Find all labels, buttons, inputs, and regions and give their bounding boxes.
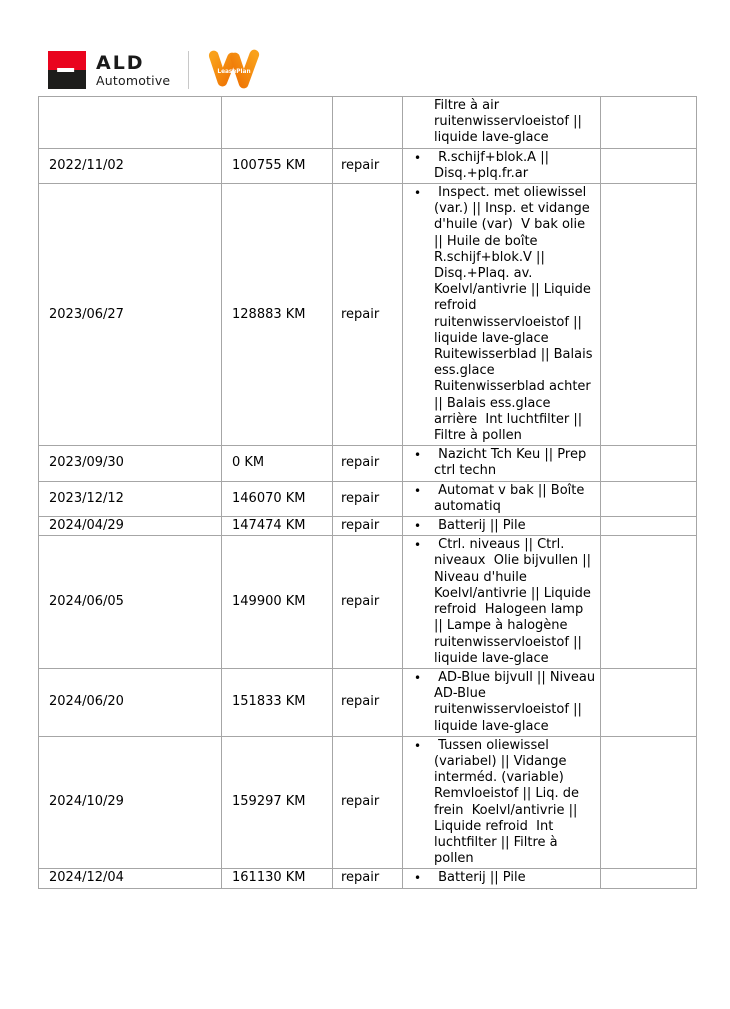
table-row bbox=[39, 736, 697, 869]
description-cell bbox=[403, 148, 601, 183]
empty-cell bbox=[601, 446, 697, 481]
table-row bbox=[39, 148, 697, 183]
ald-logo-title: ALD bbox=[96, 51, 145, 74]
date-cell: 2024/06/20 bbox=[39, 668, 222, 736]
bullet-icon: • bbox=[414, 448, 422, 463]
empty-cell bbox=[601, 148, 697, 183]
ald-logo-subtitle: Automotive bbox=[96, 72, 171, 88]
date-cell: 2022/11/02 bbox=[39, 148, 222, 183]
type-cell bbox=[333, 97, 403, 149]
type-cell: repair bbox=[333, 668, 403, 736]
description-text: Batterij || Pile bbox=[434, 870, 526, 886]
empty-cell bbox=[601, 668, 697, 736]
description-cell bbox=[403, 668, 601, 736]
description-cell bbox=[403, 736, 601, 869]
table-row bbox=[39, 536, 697, 669]
table-row bbox=[39, 869, 697, 888]
description-cell bbox=[403, 184, 601, 446]
bullet-icon: • bbox=[414, 150, 422, 165]
description-text: Automat v bak || Boîte automatiq bbox=[434, 482, 589, 514]
ald-logo-text bbox=[96, 53, 170, 88]
type-cell: repair bbox=[333, 536, 403, 669]
description-cell bbox=[403, 517, 601, 536]
empty-cell bbox=[601, 184, 697, 446]
date-cell: 2024/10/29 bbox=[39, 736, 222, 869]
km-cell bbox=[222, 97, 333, 149]
description-text: Batterij || Pile bbox=[434, 518, 526, 534]
type-cell: repair bbox=[333, 736, 403, 869]
km-cell: 159297 KM bbox=[222, 736, 333, 869]
table-row bbox=[39, 97, 697, 149]
type-cell: repair bbox=[333, 869, 403, 888]
ald-logo-icon bbox=[48, 51, 86, 89]
empty-cell bbox=[601, 736, 697, 869]
date-cell bbox=[39, 97, 222, 149]
type-cell: repair bbox=[333, 446, 403, 481]
bullet-icon: • bbox=[414, 519, 422, 534]
table-row bbox=[39, 668, 697, 736]
description-text: Tussen oliewissel (variabel) || Vidange interméd. (variable) Remvloeistof || Liq. de frein Koelvl/antivrie || Liquide refroid Int luchtfilter || Filtre à pollen bbox=[434, 737, 584, 867]
leaseplan-logo-icon bbox=[205, 48, 263, 92]
description-text: Nazicht Tch Keu || Prep ctrl techn bbox=[434, 447, 591, 479]
bullet-icon: • bbox=[414, 538, 422, 553]
ald-logo-black-half bbox=[48, 70, 86, 89]
km-cell: 161130 KM bbox=[222, 869, 333, 888]
km-cell: 151833 KM bbox=[222, 668, 333, 736]
header bbox=[48, 49, 730, 91]
service-history-body bbox=[39, 97, 697, 889]
type-cell: repair bbox=[333, 517, 403, 536]
description-text: Filtre à air ruitenwisservloeistof || liquide lave-glace bbox=[434, 98, 586, 146]
description-cell bbox=[403, 97, 601, 149]
bullet-icon: • bbox=[414, 186, 422, 201]
km-cell: 147474 KM bbox=[222, 517, 333, 536]
type-cell: repair bbox=[333, 481, 403, 516]
bullet-icon: • bbox=[414, 670, 422, 685]
date-cell: 2023/06/27 bbox=[39, 184, 222, 446]
service-history-table bbox=[38, 96, 697, 889]
description-text: AD-Blue bijvull || Niveau AD-Blue ruitenwisservloeistof || liquide lave-glace bbox=[434, 669, 600, 734]
description-cell bbox=[403, 481, 601, 516]
bullet-icon: • bbox=[414, 738, 422, 753]
table-row bbox=[39, 517, 697, 536]
table-row bbox=[39, 446, 697, 481]
type-cell: repair bbox=[333, 184, 403, 446]
date-cell: 2024/06/05 bbox=[39, 536, 222, 669]
type-cell: repair bbox=[333, 148, 403, 183]
bullet-icon: • bbox=[414, 483, 422, 498]
table-row bbox=[39, 184, 697, 446]
date-cell: 2024/12/04 bbox=[39, 869, 222, 888]
empty-cell bbox=[601, 517, 697, 536]
description-cell bbox=[403, 536, 601, 669]
bullet-icon: • bbox=[414, 871, 422, 886]
description-text: Inspect. met oliewissel (var.) || Insp. et vidange d'huile (var) V bak olie || Huile de boîte R.schijf+blok.V || Disq.+Plaq. av. Koelvl/antivrie || Liquide refroid ruitenwisservloeistof || liquide lave-glace Ruitewisserblad || Balais ess.glace Ruitenwisserblad achter || Balais ess.glace arrière Int luchtfilter || Filtre à pollen bbox=[434, 185, 597, 444]
empty-cell bbox=[601, 869, 697, 888]
date-cell: 2023/09/30 bbox=[39, 446, 222, 481]
description-text: Ctrl. niveaus || Ctrl. niveaux Olie bijvullen || Niveau d'huile Koelvl/antivrie || Liquide refroid Halogeen lamp || Lampe à halogène ruitenwisservloeistof || liquide lave-glace bbox=[434, 537, 596, 666]
ald-logo-white-dash bbox=[57, 68, 74, 72]
table-row bbox=[39, 481, 697, 516]
empty-cell bbox=[601, 536, 697, 669]
description-cell bbox=[403, 446, 601, 481]
empty-cell bbox=[601, 481, 697, 516]
ald-automotive-logo bbox=[48, 51, 170, 89]
description-cell bbox=[403, 869, 601, 888]
date-cell: 2023/12/12 bbox=[39, 481, 222, 516]
description-text: R.schijf+blok.A || Disq.+plq.fr.ar bbox=[434, 149, 554, 181]
date-cell: 2024/04/29 bbox=[39, 517, 222, 536]
km-cell: 149900 KM bbox=[222, 536, 333, 669]
km-cell: 146070 KM bbox=[222, 481, 333, 516]
km-cell: 100755 KM bbox=[222, 148, 333, 183]
empty-cell bbox=[601, 97, 697, 149]
km-cell: 128883 KM bbox=[222, 184, 333, 446]
logo-divider bbox=[188, 51, 189, 89]
km-cell: 0 KM bbox=[222, 446, 333, 481]
leaseplan-logo-text: LeasePlan bbox=[217, 68, 251, 75]
